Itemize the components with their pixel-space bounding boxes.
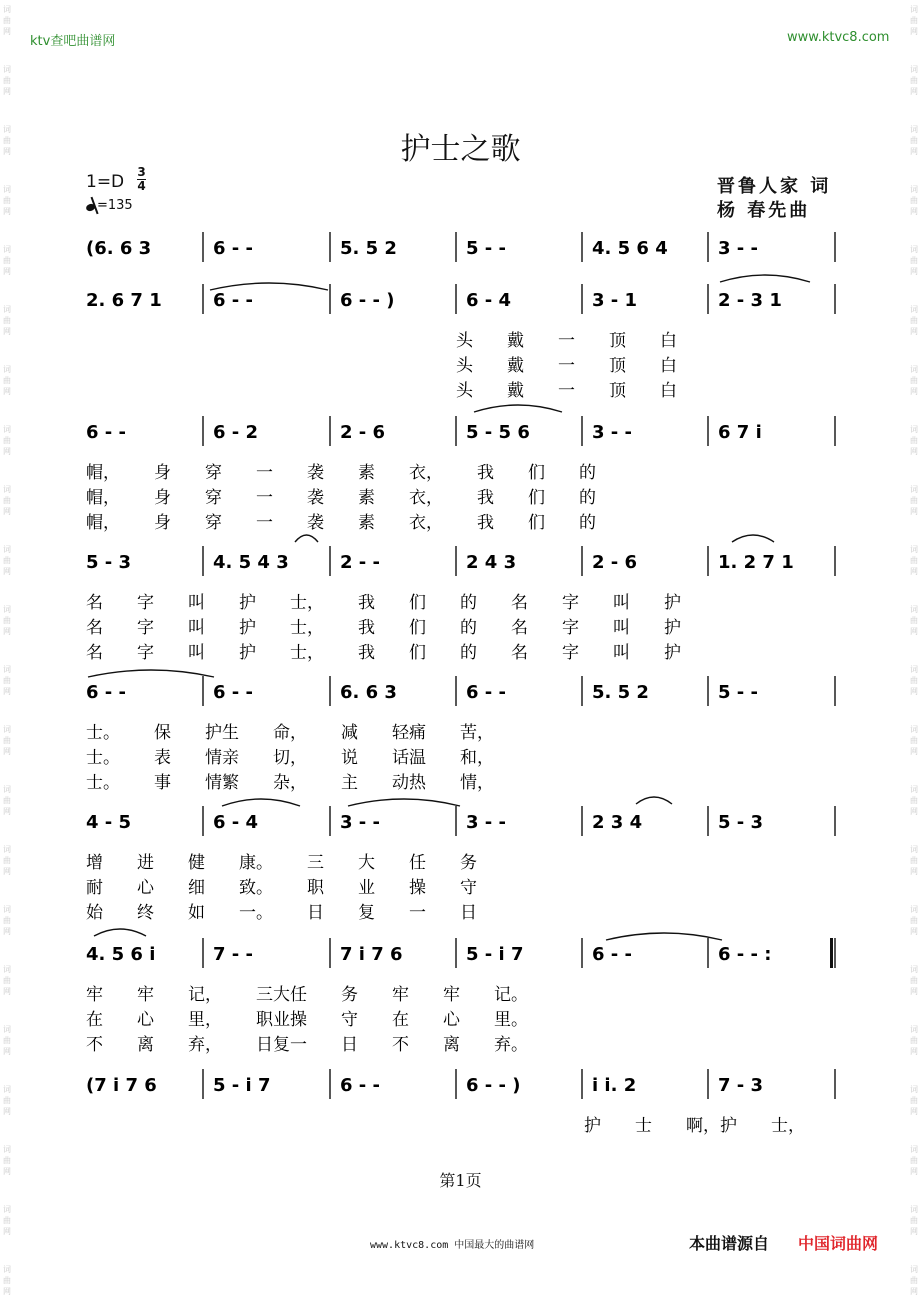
lyric-line: 增 进 健 康。 三 大 任 务 [86,853,477,873]
watermark-text: 词 曲 网 [3,485,11,516]
measure-notes: 5 - - [718,682,758,703]
watermark-text: 词 曲 网 [910,1145,918,1176]
measure-notes: 6 - - [213,238,253,259]
watermark-text: 词 曲 网 [910,485,918,516]
slur-arc [210,283,328,290]
watermark-text: 词 曲 网 [910,905,918,936]
measure-notes: 1. 2 7 1 [718,552,794,573]
watermark-text: 词 曲 网 [3,1025,11,1056]
measure-notes: (7 i 7 6 [86,1075,157,1096]
watermark-text: 词 曲 网 [910,1025,918,1056]
measure-notes: 3 - - [340,812,380,833]
watermark-text: 词 曲 网 [3,905,11,936]
watermark-text: 词 曲 网 [3,665,11,696]
measure-notes: i i. 2 [592,1075,637,1096]
lyric-line: 名 字 叫 护 士， 我 们 的 名 字 叫 护 [86,618,681,638]
measure-notes: 6 - 4 [466,290,512,311]
measure-notes: 2. 6 7 1 [86,290,162,311]
measure-notes: 5 - i 7 [213,1075,271,1096]
slur-arc [88,670,214,677]
measure-notes: 3 - - [592,422,632,443]
measure-notes: 6 - - [86,422,126,443]
measure-notes: 6 - 2 [213,422,259,443]
watermark-text: 词 曲 网 [3,785,11,816]
lyric-line: 耐 心 细 致。 职 业 操 守 [86,878,477,898]
measure-notes: 4. 5 4 3 [213,552,289,573]
lyric-line: 头 戴 一 顶 白 [456,356,677,376]
lyric-line: 名 字 叫 护 士， 我 们 的 名 字 叫 护 [86,643,681,663]
lyric-line: 不 离 弃， 日复一 日 不 离 弃。 [86,1035,528,1055]
watermark-text: 词 曲 网 [3,1085,11,1116]
measure-notes: 2 - 3 1 [718,290,782,311]
slur-arc [720,275,810,282]
composer-credit: 杨 春先曲 [717,200,811,221]
lyric-line: 士。 表 情亲 切， 说 话温 和， [86,748,494,768]
measure-notes: 5 - i 7 [466,944,524,965]
watermark-text: 词 曲 网 [910,245,918,276]
watermark-text: 词 曲 网 [3,425,11,456]
lyric-line: 在 心 里， 职业操 守 在 心 里。 [86,1010,528,1030]
watermark-text: 词 曲 网 [3,725,11,756]
slur-arc [348,799,460,806]
measure-notes: 3 - 1 [592,290,638,311]
measure-notes: 2 - 6 [340,422,386,443]
tempo-value: =135 [97,198,133,213]
measure-notes: 2 4 3 [466,552,517,573]
measure-notes: 5 - 3 [86,552,132,573]
time-signature-top: 3 [137,165,146,179]
watermark-text: 词 曲 网 [3,185,11,216]
watermark-text: 词 曲 网 [3,65,11,96]
repeat-bar [830,938,833,968]
measure-notes: 6. 6 3 [340,682,397,703]
lyric-line: 帽， 身 穿 一 袭 素 衣， 我 们 的 [86,488,596,508]
measure-notes: 6 - - [213,290,253,311]
measure-notes: 2 3 4 [592,812,643,833]
measure-notes: 6 - - ) [466,1075,521,1096]
measure-notes: 5. 5 2 [340,238,397,259]
watermark-text: 词 曲 网 [3,965,11,996]
slur-arc [474,405,562,412]
slur-arc [94,929,146,936]
slur-arc [606,933,722,940]
slur-arc [295,535,318,542]
watermark-text: 词 曲 网 [3,545,11,576]
watermark-text: 词 曲 网 [3,605,11,636]
lyric-line: 头 戴 一 顶 白 [456,331,677,351]
lyric-line: 士。 保 护生 命， 减 轻痛 苦， [86,723,494,743]
watermark-text: 词 曲 网 [910,5,918,36]
measure-notes: 6 - - : [718,944,772,965]
lyric-line: 士。 事 情繁 杂， 主 动热 情， [86,773,494,793]
watermark-text: 词 曲 网 [910,1265,918,1296]
slur-arc [636,797,672,804]
footer-site: www.ktvc8.com 中国最大的曲谱网 [370,1240,535,1251]
measure-notes: 4 - 5 [86,812,132,833]
watermark-text: 词 曲 网 [910,125,918,156]
watermark-text: 词 曲 网 [910,845,918,876]
measure-notes: (6. 6 3 [86,238,152,259]
measure-notes: 2 - - [340,552,380,573]
measure-notes: 5 - 5 6 [466,422,530,443]
watermark-text: 词 曲 网 [3,5,11,36]
watermark-text: 词 曲 网 [3,1145,11,1176]
measure-notes: 6 7 i [718,422,762,443]
lyricist-credit: 晋鲁人家 词 [717,176,832,197]
watermark-text: 词 曲 网 [3,1265,11,1296]
watermark-text: 词 曲 网 [910,1205,918,1236]
watermark-text: 词 曲 网 [910,965,918,996]
measure-notes: 4. 5 6 i [86,944,156,965]
measure-notes: 6 - - [466,682,506,703]
lyric-line: 帽， 身 穿 一 袭 素 衣， 我 们 的 [86,463,596,483]
slur-arc [222,799,300,806]
watermark-text: 词 曲 网 [3,845,11,876]
measure-notes: 6 - - ) [340,290,395,311]
page-number: 第1页 [439,1171,482,1190]
time-signature-bottom: 4 [137,179,146,193]
footer-source-name: 中国词曲网 [798,1234,879,1253]
measure-notes: 6 - - [86,682,126,703]
watermark-text: 词 曲 网 [910,365,918,396]
watermark-text: 词 曲 网 [910,1085,918,1116]
watermark-text: 词 曲 网 [3,1205,11,1236]
watermark-text: 词 曲 网 [910,545,918,576]
measure-notes: 3 - - [466,812,506,833]
watermark-text: 词 曲 网 [910,305,918,336]
site-name-left: ktv查吧曲谱网 [30,34,116,49]
measure-notes: 5 - - [466,238,506,259]
measure-notes: 6 - - [592,944,632,965]
watermark-text: 词 曲 网 [910,425,918,456]
watermark-text: 词 曲 网 [3,125,11,156]
lyric-line: 牢 牢 记， 三大任 务 牢 牢 记。 [86,985,528,1005]
measure-notes: 7 i 7 6 [340,944,403,965]
lyric-line: 帽， 身 穿 一 袭 素 衣， 我 们 的 [86,513,596,533]
measure-notes: 6 - - [340,1075,380,1096]
lyric-line: 护 士 啊，护 士， [584,1116,805,1136]
measure-notes: 4. 5 6 4 [592,238,668,259]
watermark-text: 词 曲 网 [3,365,11,396]
lyric-line: 名 字 叫 护 士， 我 们 的 名 字 叫 护 [86,593,681,613]
measure-notes: 6 - - [213,682,253,703]
watermark-text: 词 曲 网 [910,185,918,216]
watermark-text: 词 曲 网 [910,65,918,96]
measure-notes: 5 - 3 [718,812,764,833]
watermark-text: 词 曲 网 [3,305,11,336]
measure-notes: 5. 5 2 [592,682,649,703]
watermark-text: 词 曲 网 [910,665,918,696]
watermark-text: 词 曲 网 [3,245,11,276]
lyric-line: 始 终 如 一。 日 复 一 日 [86,903,477,923]
measure-notes: 6 - 4 [213,812,259,833]
watermark-text: 词 曲 网 [910,785,918,816]
watermark-text: 词 曲 网 [910,725,918,756]
song-title: 护士之歌 [400,132,521,167]
key-signature: 1=D [86,172,125,192]
measure-notes: 7 - - [213,944,253,965]
measure-notes: 7 - 3 [718,1075,764,1096]
lyric-line: 头 戴 一 顶 白 [456,381,677,401]
slur-arc [732,535,774,542]
watermark-text: 词 曲 网 [910,605,918,636]
site-url-right[interactable]: www.ktvc8.com [787,30,890,45]
measure-notes: 3 - - [718,238,758,259]
footer-source-label: 本曲谱源自 [689,1234,770,1253]
measure-notes: 2 - 6 [592,552,638,573]
